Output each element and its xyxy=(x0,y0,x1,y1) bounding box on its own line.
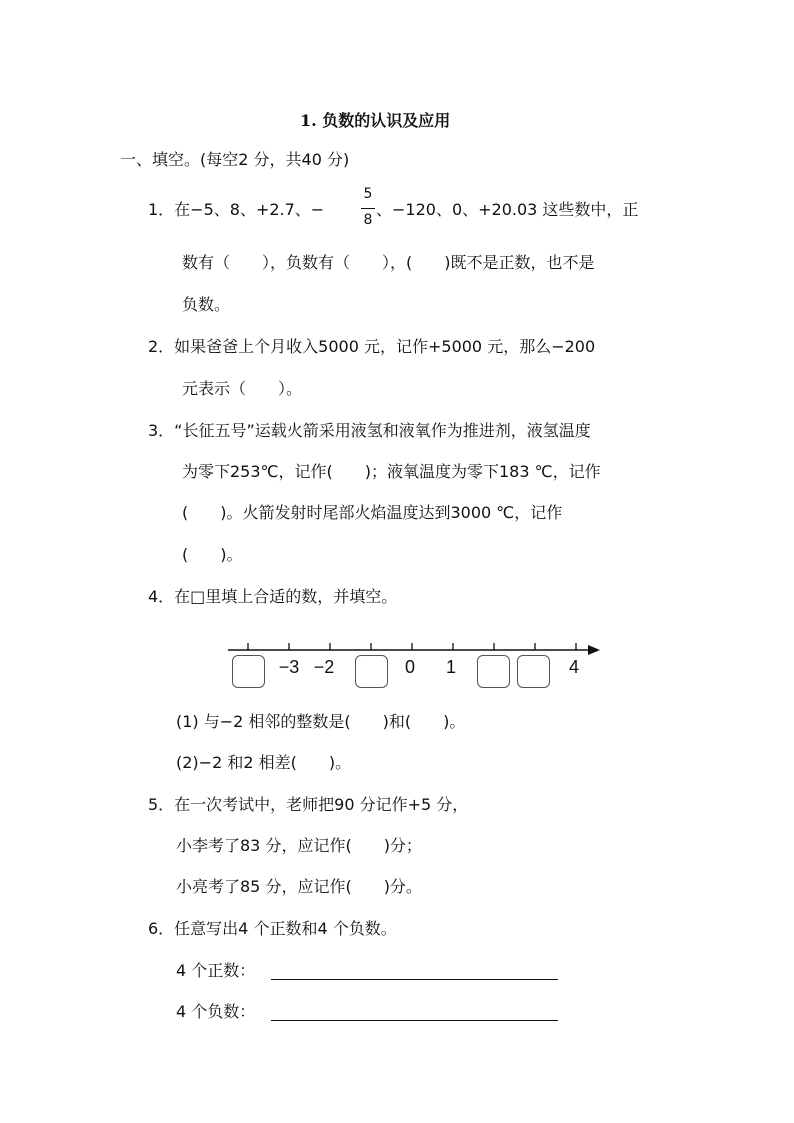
tick-label-0: 0 xyxy=(404,657,416,677)
q3-line2: 为零下253℃，记作( )；液氧温度为零下183 ℃，记作 xyxy=(182,462,601,481)
q5-line3: 小亮考了85 分，应记作( )分。 xyxy=(176,877,422,896)
q6-negative-label: 4 个负数： xyxy=(176,1002,256,1021)
q4-sub2: (2)−2 和2 相差( )。 xyxy=(176,753,352,772)
tick-label-neg2: −2 xyxy=(313,657,335,677)
q6-line1: 6．任意写出4 个正数和4 个负数。 xyxy=(148,919,397,938)
q1-rest: 、−120、0、+20.03 这些数中，正 xyxy=(376,200,639,219)
page-title: 1. 负数的认识及应用 xyxy=(300,111,451,130)
q4-sub1: (1) 与−2 相邻的整数是( )和( )。 xyxy=(176,712,466,731)
tick-label-neg3: −3 xyxy=(278,657,300,677)
q1-line3: 负数。 xyxy=(182,295,231,314)
q3-line3: ( )。火箭发射时尾部火焰温度达到3000 ℃，记作 xyxy=(182,503,563,522)
q1-fraction-numerator: 5 xyxy=(363,186,373,202)
answer-box-4[interactable] xyxy=(517,655,550,688)
number-line-ticks xyxy=(248,643,576,650)
q1-fraction-denominator: 8 xyxy=(363,212,373,228)
q5-line1: 5．在一次考试中，老师把90 分记作+5 分， xyxy=(148,795,469,814)
q1-lead: 1．在−5、8、+2.7、− xyxy=(148,200,325,219)
answer-box-2[interactable] xyxy=(355,655,388,688)
q1-line2: 数有（ ），负数有（ ），( )既不是正数，也不是 xyxy=(182,253,595,272)
q2-line1: 2．如果爸爸上个月收入5000 元，记作+5000 元，那么−200 xyxy=(148,337,596,356)
q1-fraction-bar xyxy=(361,208,375,209)
q6-positive-label: 4 个正数： xyxy=(176,961,256,980)
q4-line1: 4．在□里填上合适的数，并填空。 xyxy=(148,587,398,606)
q5-line2: 小李考了83 分，应记作( )分； xyxy=(176,836,422,855)
negative-numbers-answer-line[interactable] xyxy=(271,1019,558,1021)
number-line xyxy=(220,630,620,700)
q3-line1: 3．“长征五号”运载火箭采用液氢和液氧作为推进剂，液氢温度 xyxy=(148,421,591,440)
answer-box-1[interactable] xyxy=(232,655,265,688)
tick-label-4: 4 xyxy=(568,657,580,677)
section-heading: 一、填空。(每空2 分，共40 分) xyxy=(120,150,350,169)
answer-box-3[interactable] xyxy=(477,655,510,688)
tick-label-1: 1 xyxy=(445,657,457,677)
q2-line2: 元表示（ ）。 xyxy=(182,379,303,398)
positive-numbers-answer-line[interactable] xyxy=(271,978,558,980)
number-line-arrow-icon xyxy=(588,645,600,655)
q3-line4: ( )。 xyxy=(182,545,243,564)
